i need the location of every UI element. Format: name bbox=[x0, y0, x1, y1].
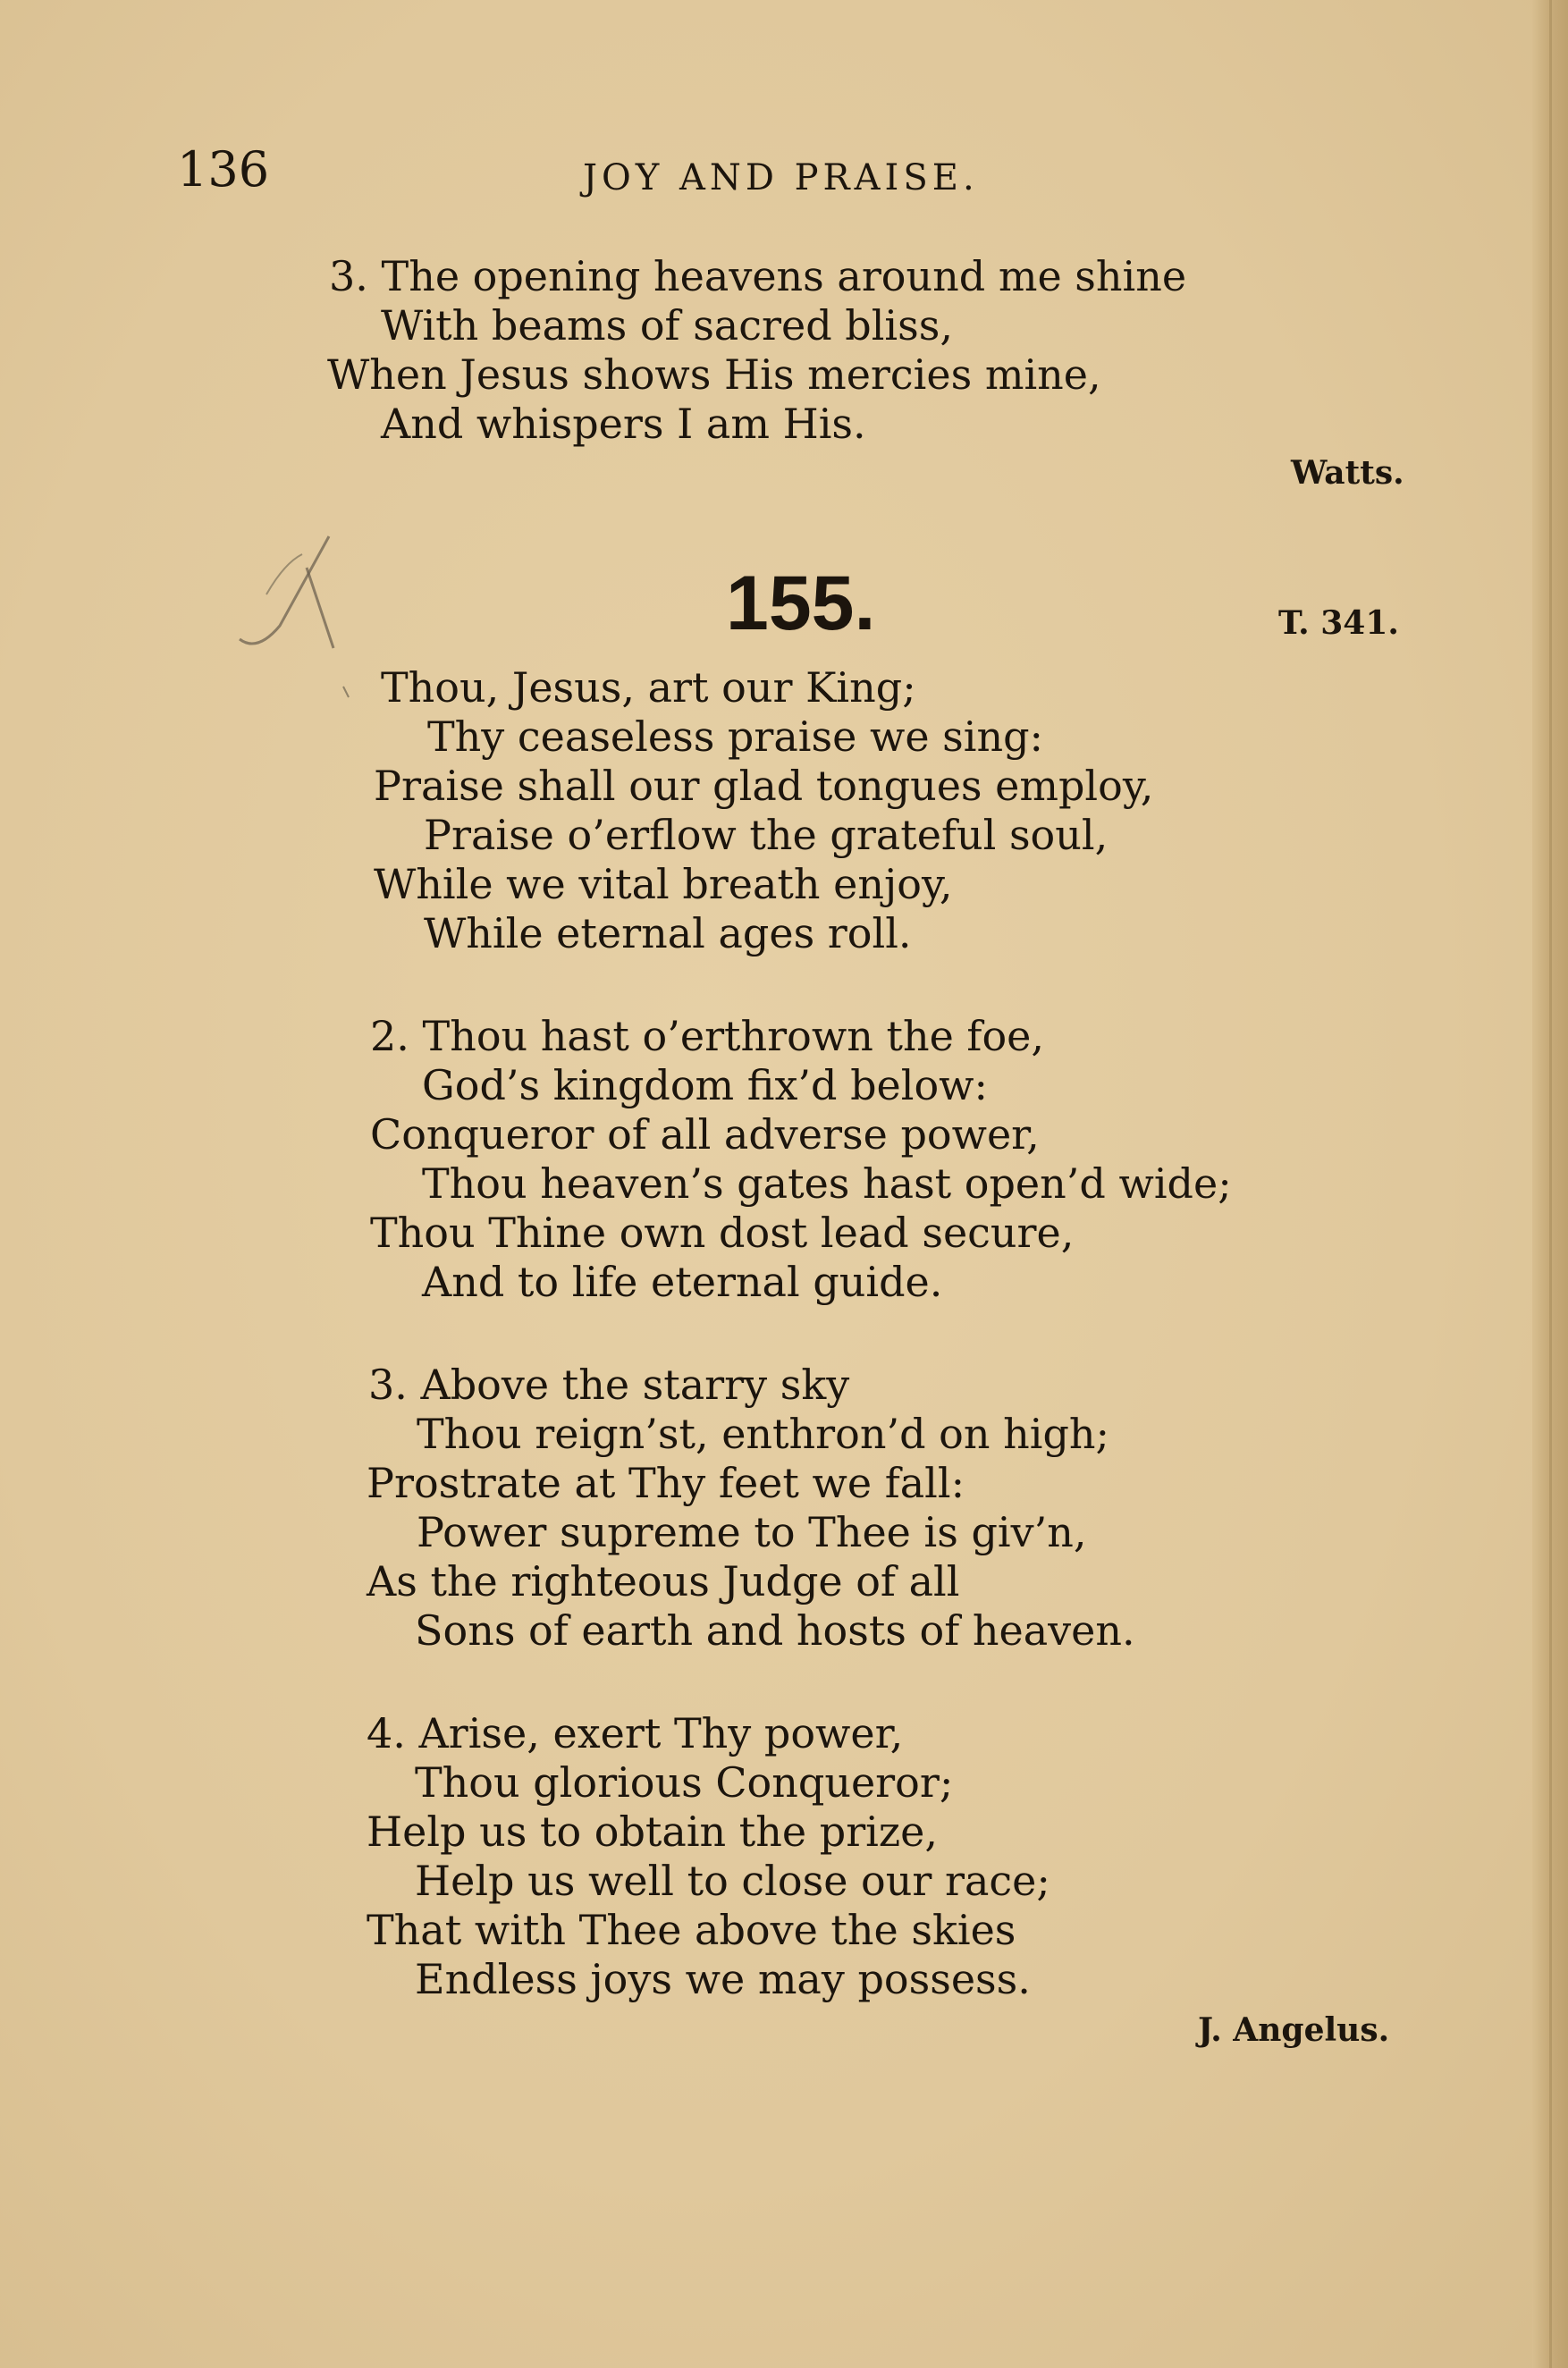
page-number: 136 bbox=[177, 141, 270, 198]
verse-line: 2. Thou hast o’erthrown the foe, bbox=[370, 1012, 1044, 1060]
verse-line: Thy ceaseless praise we sing: bbox=[427, 712, 1044, 761]
verse-line: God’s kingdom fix’d below: bbox=[422, 1061, 989, 1109]
verse-line: And to life eternal guide. bbox=[422, 1258, 943, 1306]
verse-line: Thou heaven’s gates hast open’d wide; bbox=[422, 1159, 1232, 1208]
verse-line: Help us well to close our race; bbox=[415, 1857, 1050, 1905]
verse-line: Praise o’erflow the grateful soul, bbox=[424, 811, 1109, 859]
verse-line: Endless joys we may possess. bbox=[415, 1955, 1031, 2003]
verse-line: Prostrate at Thy feet we fall: bbox=[367, 1459, 965, 1507]
verse-line: 3. The opening heavens around me shine bbox=[329, 252, 1187, 300]
verse-line: Thou reign’st, enthron’d on high; bbox=[417, 1410, 1110, 1458]
tune-number: T. 341. bbox=[1278, 604, 1399, 642]
verse-line: Conqueror of all adverse power, bbox=[370, 1110, 1040, 1159]
verse-line: Sons of earth and hosts of heaven. bbox=[415, 1606, 1135, 1655]
verse-line: That with Thee above the skies bbox=[367, 1906, 1016, 1954]
verse-line: Power supreme to Thee is giv’n, bbox=[417, 1508, 1087, 1556]
verse-line: While we vital breath enjoy, bbox=[374, 860, 953, 908]
hymn-number: 155. bbox=[726, 560, 876, 646]
verse-line: Thou glorious Conqueror; bbox=[415, 1758, 954, 1807]
verse-line: Thou, Jesus, art our King; bbox=[381, 663, 916, 712]
running-head: JOY AND PRAISE. bbox=[583, 157, 979, 198]
verse-line: Help us to obtain the prize, bbox=[367, 1808, 938, 1856]
page-edge-line bbox=[1549, 0, 1552, 2368]
verse-line: With beams of sacred bliss, bbox=[381, 301, 953, 350]
author-attribution: Watts. bbox=[1291, 454, 1404, 492]
verse-line: Praise shall our glad tongues employ, bbox=[374, 762, 1154, 810]
verse-line: 4. Arise, exert Thy power, bbox=[367, 1709, 904, 1757]
verse-line: While eternal ages roll. bbox=[424, 909, 912, 957]
verse-line: And whispers I am His. bbox=[381, 400, 866, 448]
author-attribution: J. Angelus. bbox=[1198, 2011, 1390, 2049]
verse-line: 3. Above the starry sky bbox=[368, 1361, 850, 1409]
verse-line: As the righteous Judge of all bbox=[367, 1557, 960, 1605]
verse-line: When Jesus shows His mercies mine, bbox=[327, 350, 1101, 399]
verse-line: Thou Thine own dost lead secure, bbox=[370, 1209, 1075, 1257]
